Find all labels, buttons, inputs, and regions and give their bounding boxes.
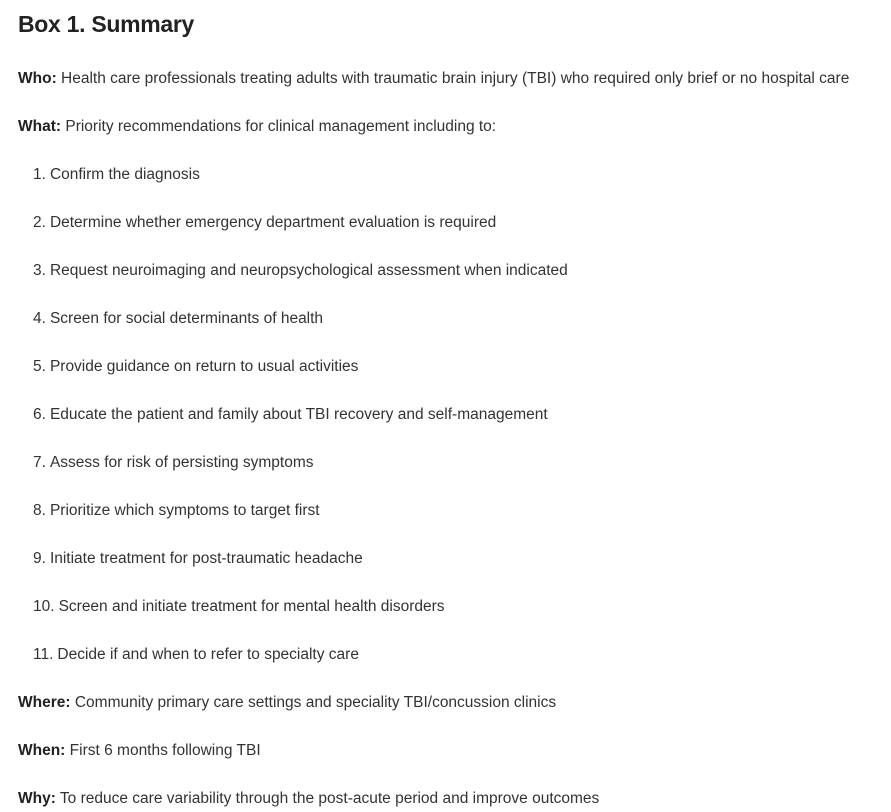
where-label: Where: — [18, 694, 71, 711]
list-item-number: 1. — [33, 166, 46, 183]
list-item-number: 2. — [33, 214, 46, 231]
list-item-text: Screen and initiate treatment for mental health disorders — [58, 598, 445, 615]
list-item-text: Decide if and when to refer to specialty care — [57, 646, 359, 663]
who-text: Health care professionals treating adults with traumatic brain injury (TBI) who required only brief or no hospital care — [61, 70, 850, 87]
list-item-text: Screen for social determinants of health — [49, 310, 324, 327]
why-label: Why: — [18, 790, 56, 807]
list-item — [33, 453, 314, 473]
why-text: To reduce care variability through the post-acute period and improve outcomes — [59, 790, 600, 807]
list-item-number: 10. — [33, 598, 55, 615]
list-item — [33, 549, 363, 569]
list-item-number: 3. — [33, 262, 46, 279]
why-line — [18, 789, 599, 809]
list-item — [33, 645, 359, 665]
list-item — [33, 261, 568, 281]
list-item — [33, 213, 496, 233]
list-item-text: Confirm the diagnosis — [49, 166, 200, 183]
what-line — [18, 117, 496, 137]
list-item — [33, 501, 320, 521]
list-item-text: Request neuroimaging and neuropsychological assessment when indicated — [49, 262, 568, 279]
list-item-number: 6. — [33, 406, 46, 423]
what-label: What: — [18, 118, 62, 135]
where-line — [18, 693, 556, 713]
when-text: First 6 months following TBI — [69, 742, 261, 759]
who-line — [18, 69, 849, 89]
list-item-number: 9. — [33, 550, 46, 567]
list-item-number: 5. — [33, 358, 46, 375]
list-item — [33, 597, 445, 617]
list-item — [33, 405, 548, 425]
list-item-text: Determine whether emergency department evaluation is required — [49, 214, 497, 231]
what-text: Priority recommendations for clinical management including to: — [65, 118, 497, 135]
list-item-number: 4. — [33, 310, 46, 327]
when-label: When: — [18, 742, 66, 759]
list-item-number: 11. — [33, 646, 54, 663]
list-item-text: Assess for risk of persisting symptoms — [49, 454, 314, 471]
list-item — [33, 357, 358, 377]
list-item-text: Provide guidance on return to usual activities — [49, 358, 359, 375]
list-item-text: Educate the patient and family about TBI recovery and self-management — [49, 406, 548, 423]
list-item — [33, 309, 323, 329]
list-item — [33, 165, 200, 185]
list-item-number: 8. — [33, 502, 46, 519]
who-label: Who: — [18, 70, 57, 87]
box-title: Box 1. Summary — [18, 11, 195, 37]
list-item-text: Initiate treatment for post-traumatic headache — [49, 550, 363, 567]
when-line — [18, 741, 261, 761]
list-item-text: Prioritize which symptoms to target first — [49, 502, 320, 519]
list-item-number: 7. — [33, 454, 46, 471]
where-text: Community primary care settings and speciality TBI/concussion clinics — [74, 694, 557, 711]
